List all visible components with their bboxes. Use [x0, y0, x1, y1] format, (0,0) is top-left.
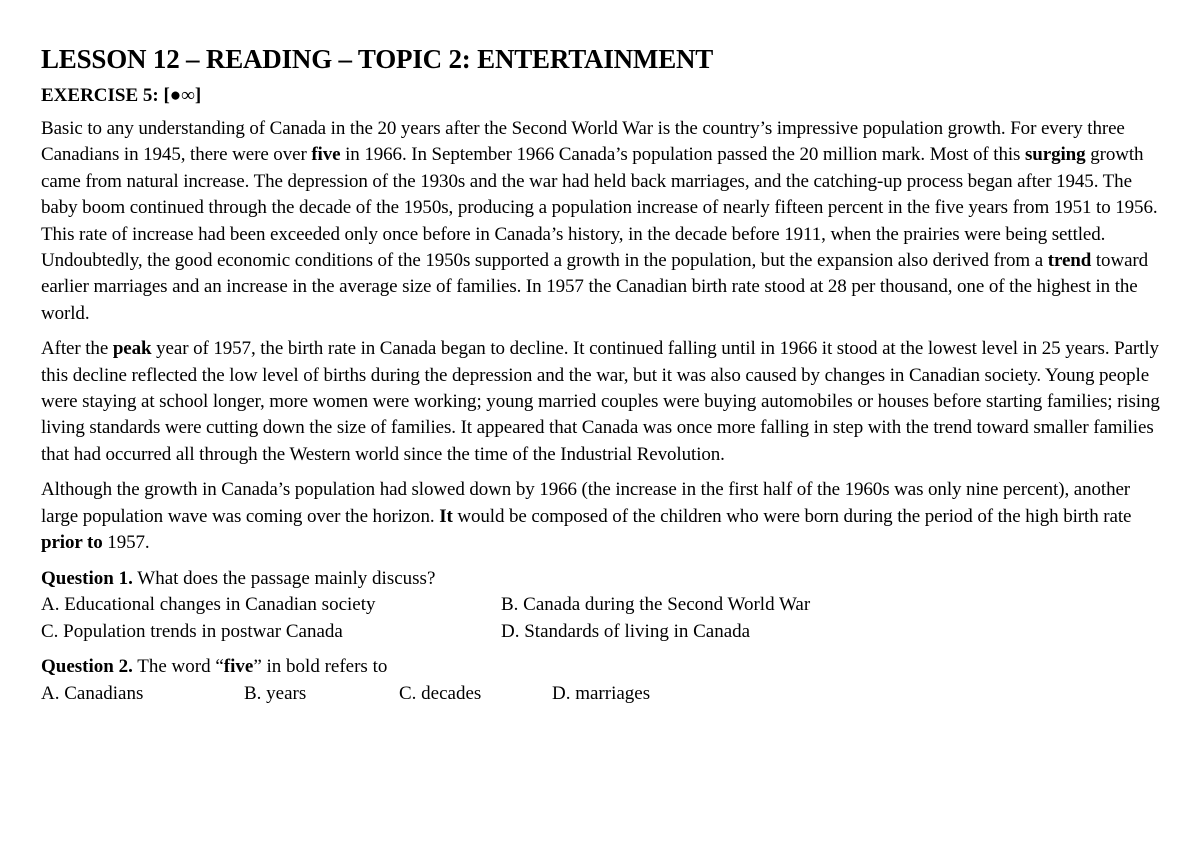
passage-paragraph-1	[41, 116, 1166, 327]
p1-text-3: growth came from natural increase. The depression of the 1930s and the war had held back marriages, and the catching-up process began after 1945. The baby boom continued through the decade of the 1950s, producing a population increase of nearly fifteen percent in the five years from 1951 to 1956. This rate of increase had been exceeded only once before in Canada’s history, in the decade before 1911, when the prairies were being settled. Undoubtedly, the good economic conditions of the 1950s supported a growth in the population, but the expansion also derived from a	[41, 144, 1158, 272]
bold-word-surging: surging	[1025, 144, 1086, 166]
question-2	[41, 654, 1166, 681]
question-1-option-b[interactable]: B. Canada during the Second World War	[501, 594, 811, 615]
bold-word-prior-to: prior to	[41, 532, 103, 554]
question-1-option-d[interactable]: D. Standards of living in Canada	[501, 620, 751, 642]
exercise-heading: EXERCISE 5: [●∞]	[41, 85, 202, 106]
passage-paragraph-3	[41, 477, 1166, 556]
p3-text-3: 1957.	[102, 532, 150, 554]
question-2-option-a[interactable]: A. Canadians	[41, 682, 144, 704]
question-2-option-d[interactable]: D. marriages	[552, 682, 651, 704]
question-2-option-c[interactable]: C. decades	[399, 682, 482, 704]
p2-text-1: After the	[41, 338, 113, 360]
bold-word-peak: peak	[112, 338, 152, 360]
question-1-options	[41, 592, 1166, 645]
p3-text-2: would be composed of the children who were born during the period of the high birth rate	[452, 505, 1132, 527]
question-1-text: What does the passage mainly discuss?	[132, 567, 436, 589]
question-2-label: Question 2.	[41, 656, 133, 677]
question-1-option-a[interactable]: A. Educational changes in Canadian society	[41, 594, 376, 615]
passage-paragraph-2	[41, 336, 1166, 468]
question-1-label: Question 1.	[41, 567, 133, 589]
lesson-title: LESSON 12 – READING – TOPIC 2: ENTERTAINMENT	[41, 44, 714, 74]
p3-text-1: Although the growth in Canada’s population had slowed down by 1966 (the increase in the first half of the 1960s was only nine percent), another large population wave was coming over the horizon.	[41, 479, 1131, 527]
worksheet-page	[41, 42, 1166, 716]
question-1-option-c[interactable]: C. Population trends in postwar Canada	[41, 620, 343, 642]
p1-text-2: in 1966. In September 1966 Canada’s population passed the 20 million mark. Most of this	[340, 144, 1025, 166]
p2-text-2: year of 1957, the birth rate in Canada began to decline. It continued falling until in 1966 it stood at the lowest level in 25 years. Partly this decline reflected the low level of births during the depression and the war, but it was also caused by changes in Canadian society. Young people were staying at school longer, more women were working; young married couples were buying automobiles or houses before starting families; rising living standards were cutting down the size of families. It appeared that Canada was once more falling in step with the trend toward smaller families that had occurred all through the Western world since the time of the Industrial Revolution.	[41, 338, 1160, 465]
bold-word-it: It	[439, 505, 453, 527]
p1-text-1: Basic to any understanding of Canada in the 20 years after the Second World War is the country’s impressive population growth. For every three Canadians in 1945, there were over	[41, 118, 1125, 166]
bold-word-trend: trend	[1047, 250, 1092, 272]
question-2-text-after: ” in bold refers to	[253, 656, 388, 677]
p1-text-4: toward earlier marriages and an increase in the average size of families. In 1957 the Canadian birth rate stood at 28 per thousand, one of the highest in the world.	[41, 250, 1149, 324]
question-2-bold-word: five	[223, 656, 254, 677]
bold-word-five: five	[311, 144, 341, 166]
question-1	[41, 566, 1166, 593]
question-2-option-b[interactable]: B. years	[244, 682, 307, 704]
question-2-text-before: The word “	[132, 656, 224, 677]
question-2-options	[41, 681, 1166, 708]
